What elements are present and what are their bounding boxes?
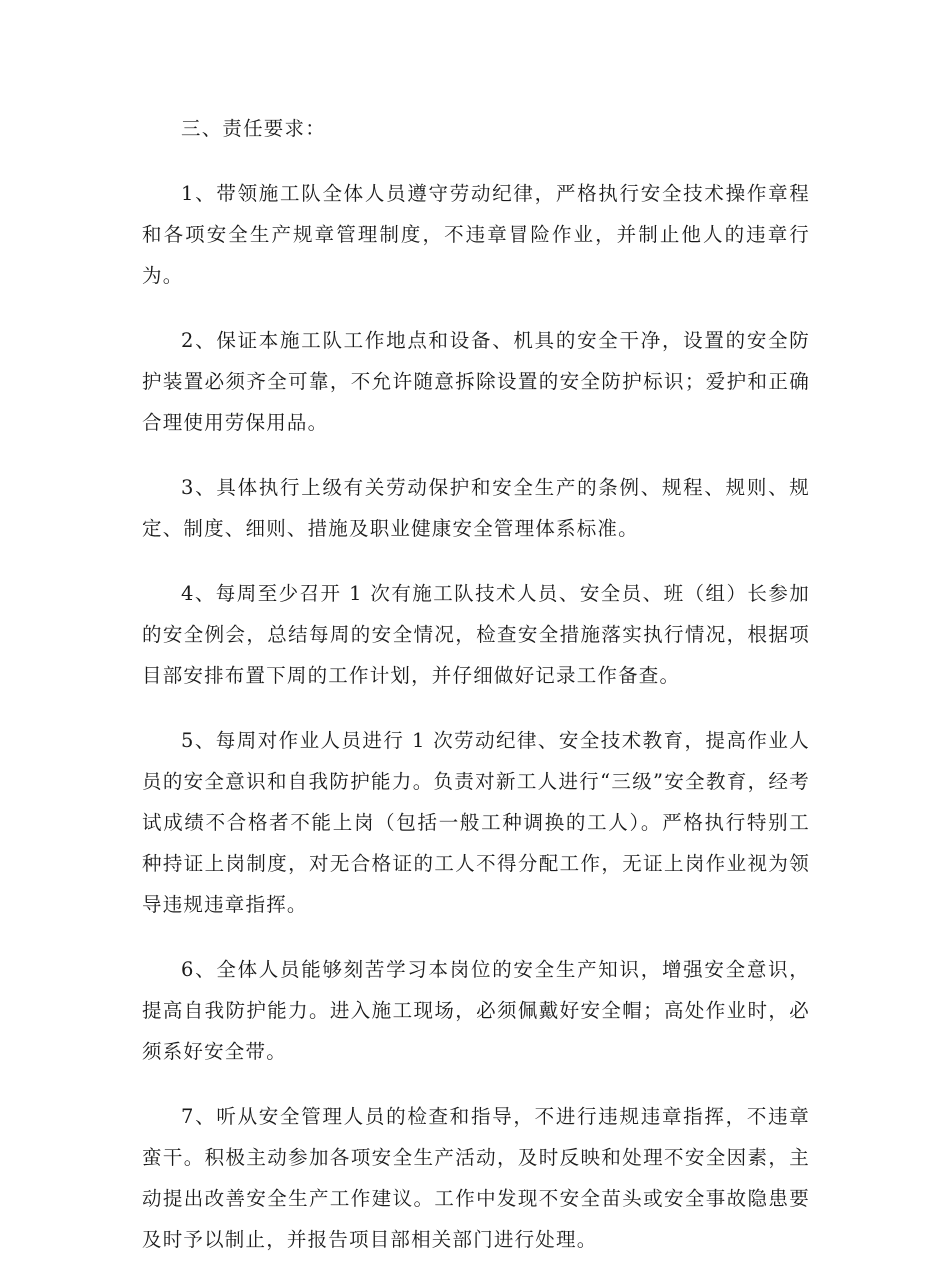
paragraph-3: 3、具体执行上级有关劳动保护和安全生产的条例、规程、规则、规定、制度、细则、措施及职业健康安全管理体系标准。 [142,476,810,540]
paragraph-4: 4、每周至少召开 1 次有施工队技术人员、安全员、班（组）长参加的安全例会，总结每周的安全情况，检查安全措施落实执行情况，根据项目部安排布置下周的工作计划，并仔细做好记录工作备查。 [142,582,810,687]
document-body [142,108,810,1284]
paragraph-1: 1、带领施工队全体人员遵守劳动纪律，严格执行安全技术操作章程和各项安全生产规章管理制度，不违章冒险作业，并制止他人的违章行为。 [142,182,810,287]
paragraph-6: 6、全体人员能够刻苦学习本岗位的安全生产知识，增强安全意识，提高自我防护能力。进入施工现场，必须佩戴好安全帽；高处作业时，必须系好安全带。 [142,958,810,1063]
paragraph-7: 7、听从安全管理人员的检查和指导，不进行违规违章指挥，不违章蛮干。积极主动参加各项安全生产活动，及时反映和处理不安全因素，主动提出改善安全生产工作建议。工作中发现不安全苗头或安全事故隐患要及时予以制止，并报告项目部相关部门进行处理。 [142,1105,810,1251]
paragraph-5: 5、每周对作业人员进行 1 次劳动纪律、安全技术教育，提高作业人员的安全意识和自我防护能力。负责对新工人进行“三级”安全教育，经考试成绩不合格者不能上岗（包括一般工种调换的工人）。严格执行特别工种持证上岗制度，对无合格证的工人不得分配工作，无证上岗作业视为领导违规违章指挥。 [142,729,810,916]
paragraph-2: 2、保证本施工队工作地点和设备、机具的安全干净，设置的安全防护装置必须齐全可靠，不允许随意拆除设置的安全防护标识；爱护和正确合理使用劳保用品。 [142,329,810,434]
section-heading: 三、责任要求： [181,117,326,140]
